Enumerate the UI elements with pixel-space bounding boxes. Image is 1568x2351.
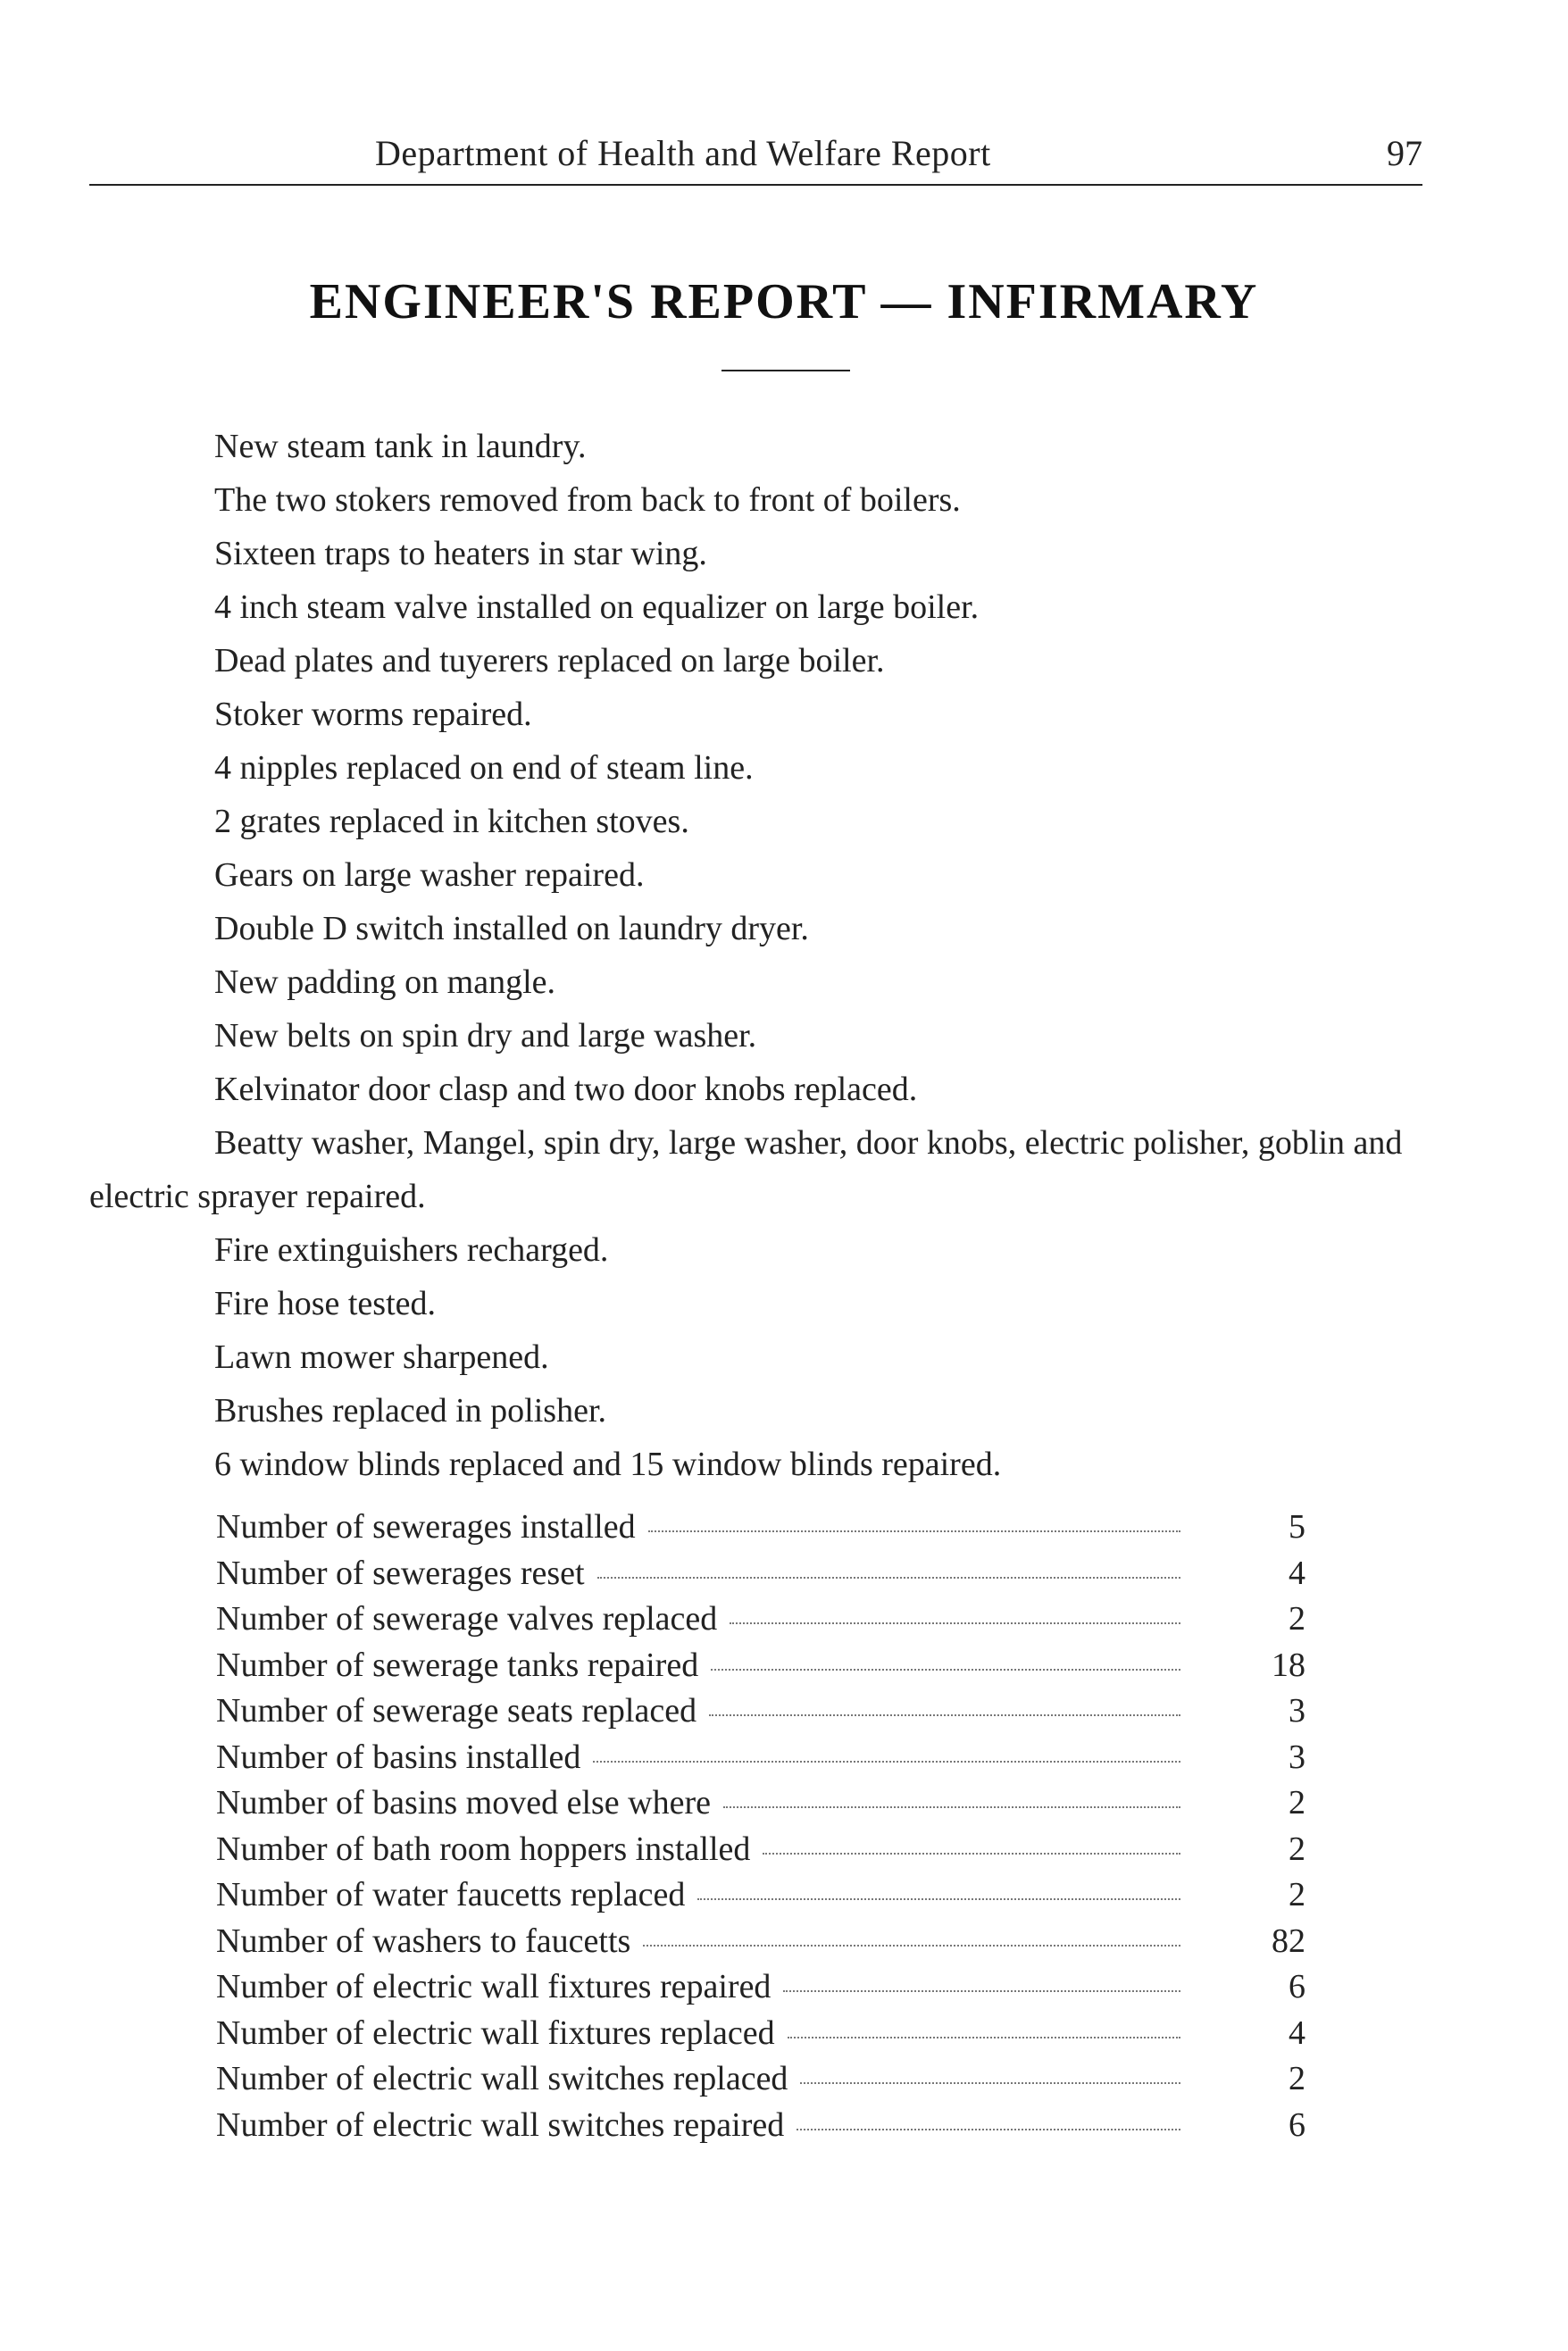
stat-value: 6 [1289,1968,1305,2005]
dot-leader [788,2037,1180,2038]
stat-row [216,1507,1305,1554]
stat-label: Number of bath room hoppers installed [216,1830,751,1868]
stat-row [216,1646,1305,1692]
stat-row [216,1875,1305,1922]
stat-value: 2 [1289,2060,1305,2097]
stat-value: 2 [1289,1784,1305,1822]
work-item: 6 window blinds replaced and 15 window blinds repaired. [214,1446,1002,1483]
stat-value: 82 [1272,1922,1305,1960]
stat-label: Number of sewerage valves replaced [216,1600,718,1638]
dot-leader [797,2129,1180,2130]
dot-leader [783,1990,1180,1992]
dot-leader [643,1945,1180,1947]
stat-row [216,1554,1305,1600]
stat-value: 4 [1289,1554,1305,1592]
stat-label: Number of basins installed [216,1738,581,1776]
stat-label: Number of electric wall fixtures repaired [216,1968,771,2005]
work-item: Dead plates and tuyerers replaced on large boiler. [214,642,885,679]
dot-leader [597,1577,1180,1579]
page-header [89,132,1422,186]
running-title: Department of Health and Welfare Report [375,133,991,173]
work-item: Fire extinguishers recharged. [214,1231,609,1269]
statistics-table [216,1507,1305,2151]
work-item: Lawn mower sharpened. [214,1338,549,1376]
dot-leader [730,1622,1180,1624]
stat-row [216,1922,1305,1968]
dot-leader [763,1853,1180,1855]
work-item: Brushes replaced in polisher. [214,1392,607,1430]
stat-label: Number of electric wall fixtures replaced [216,2013,775,2052]
work-item: Gears on large washer repaired. [214,856,645,894]
work-item: 2 grates replaced in kitchen stoves. [214,803,689,840]
stat-row [216,2105,1305,2152]
stat-label: Number of electric wall switches repaired [216,2105,785,2144]
stat-label: Number of water faucetts replaced [216,1876,686,1913]
stat-value: 2 [1289,1830,1305,1868]
stat-label: Number of basins moved else where [216,1784,712,1822]
stat-value: 5 [1289,1508,1305,1546]
work-item: Beatty washer, Mangel, spin dry, large washer, door knobs, electric polisher, goblin and electric sprayer repaired. [89,1124,1403,1215]
work-item: New belts on spin dry and large washer. [214,1017,757,1055]
stat-value: 2 [1289,1876,1305,1913]
stat-row [216,1599,1305,1646]
stat-value: 18 [1272,1646,1305,1684]
dot-leader [709,1714,1180,1716]
page-number: 97 [1387,133,1422,173]
stat-row [216,2059,1305,2105]
report-title: ENGINEER'S REPORT — INFIRMARY [309,274,1259,329]
stat-row [216,1830,1305,1876]
work-item: Double D switch installed on laundry dryer. [214,910,809,947]
stat-label: Number of washers to faucetts [216,1922,631,1960]
work-item: New padding on mangle. [214,963,556,1001]
title-divider [721,370,850,371]
dot-leader [723,1806,1180,1808]
work-item: Sixteen traps to heaters in star wing. [214,535,707,572]
dot-leader [648,1530,1180,1532]
stat-row [216,2013,1305,2060]
work-item: 4 nipples replaced on end of steam line. [214,749,754,787]
stat-label: Number of sewerages reset [216,1554,585,1592]
stat-label: Number of sewerage seats replaced [216,1692,697,1730]
dot-leader [697,1898,1180,1900]
dot-leader [800,2082,1180,2084]
stat-value: 2 [1289,1600,1305,1638]
dot-leader [711,1669,1180,1671]
work-item: Kelvinator door clasp and two door knobs replaced. [214,1071,918,1108]
work-items-list [89,420,1429,1491]
stat-row [216,1967,1305,2013]
stat-row [216,1783,1305,1830]
stat-label: Number of electric wall switches replaced [216,2060,788,2097]
work-item: 4 inch steam valve installed on equalizer on large boiler. [214,588,980,626]
stat-value: 3 [1289,1738,1305,1776]
stat-value: 3 [1289,1692,1305,1730]
stat-row [216,1738,1305,1784]
work-item: The two stokers removed from back to front of boilers. [214,481,961,519]
work-item: Stoker worms repaired. [214,696,532,733]
stat-value: 6 [1289,2105,1305,2144]
stat-label: Number of sewerages installed [216,1508,636,1546]
stat-value: 4 [1289,2013,1305,2052]
stat-row [216,1691,1305,1738]
work-item: New steam tank in laundry. [214,428,587,465]
stat-label: Number of sewerage tanks repaired [216,1646,699,1684]
work-item: Fire hose tested. [214,1285,437,1322]
dot-leader [593,1761,1180,1763]
